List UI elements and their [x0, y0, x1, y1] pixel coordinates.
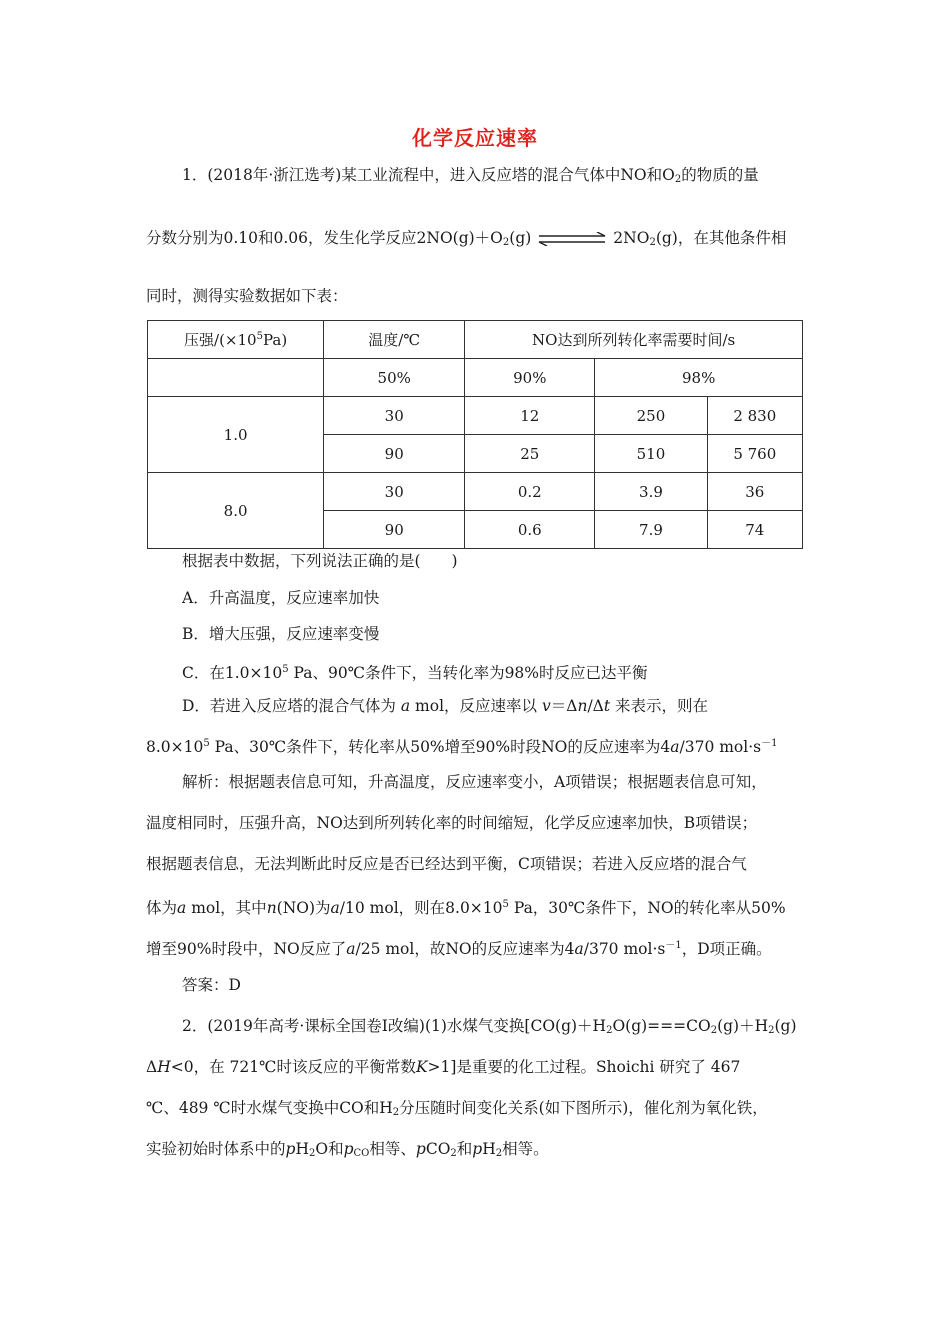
header-temperature: 温度/℃ [324, 321, 465, 359]
explanation-line4: 体为a mol，其中n(NO)为a/10 mol，则在$8.0\times 10^5$ Pa，30℃条件下，NO的转化率从50% [146, 899, 786, 917]
table-cell: 30 [324, 473, 465, 511]
header-pressure: 压强$/(\times 10^5Pa)$ [148, 321, 324, 359]
table-cell: 36 [707, 473, 802, 511]
explanation-line3: 根据题表信息，无法判断此时反应是否已经达到平衡，C项错误；若进入反应塔的混合气 [146, 855, 747, 873]
table-cell: 74 [707, 511, 802, 549]
header-time: NO达到所列转化率需要时间/s [465, 321, 803, 359]
q1-stem: 根据表中数据，下列说法正确的是( ) [182, 552, 458, 570]
explanation-line1: 解析：根据题表信息可知，升高温度，反应速率变小，A项错误；根据题表信息可知， [182, 773, 767, 791]
pct-98: 98% [595, 359, 803, 397]
option-c: C．在$1.0\times 10^5$ Pa、90℃条件下，当转化率为98%时反应已达平衡 [182, 664, 648, 682]
table-cell: 7.9 [595, 511, 707, 549]
table-cell: 0.6 [465, 511, 595, 549]
table-cell: 510 [595, 435, 707, 473]
table-row [148, 397, 803, 435]
answer: 答案：D [182, 976, 241, 994]
pressure-1: 1.0 [148, 397, 324, 473]
q2-line1: 2．(2019年高考·课标全国卷Ⅰ改编)(1)水煤气变换[$CO(g)+H_2O(g)===CO_2(g)+H_2(g)$ [182, 1017, 797, 1036]
table-cell: 25 [465, 435, 595, 473]
option-d: D．若进入反应塔的混合气体为 a mol，反应速率以 v＝Δn/Δt 来表示，则在 [182, 697, 709, 715]
option-a: A．升高温度，反应速率加快 [182, 589, 380, 607]
table-cell: 2 830 [707, 397, 802, 435]
pct-90: 90% [465, 359, 595, 397]
table-cell: 250 [595, 397, 707, 435]
option-b: B．增大压强，反应速率变慢 [182, 625, 380, 643]
q2-line4: 实验初始时体系中的$pH_2O$和$p_{CO}$相等、pCO$_2$和$pH_2$相等。 [146, 1140, 549, 1159]
table-header-row [148, 321, 803, 359]
pct-50: 50% [324, 359, 465, 397]
experiment-table [147, 320, 803, 549]
q2-line3: ℃、489 ℃时水煤气变换中CO和$H_2$分压随时间变化关系(如下图所示)，催化剂为氧化铁， [146, 1099, 768, 1118]
table-cell: 30 [324, 397, 465, 435]
table-cell: 5 760 [707, 435, 802, 473]
table-cell: 90 [324, 511, 465, 549]
explanation-line2: 温度相同时，压强升高，NO达到所列转化率的时间缩短，化学反应速率加快，B项错误； [146, 814, 758, 832]
q2-line2: ΔH<0，在 721℃时该反应的平衡常数K>1]是重要的化工过程。Shoichi 研究了 467 [146, 1058, 741, 1076]
equilibrium-arrow-icon [537, 232, 607, 246]
pressure-2: 8.0 [148, 473, 324, 549]
page-title: 化学反应速率 [412, 126, 538, 150]
table-cell: 90 [324, 435, 465, 473]
explanation-line5: 增至90%时段中，NO反应了a/25 mol，故NO的反应速率为4a/370 $mol\cdot s^{-1}$，D项正确。 [146, 940, 772, 958]
table-row [148, 473, 803, 511]
table-cell: 0.2 [465, 473, 595, 511]
table-row [148, 359, 803, 397]
q1-line1: 1．(2018年·浙江选考)某工业流程中，进入反应塔的混合气体中NO和$O_2$的物质的量 [182, 166, 759, 185]
q1-line3: 同时，测得实验数据如下表： [146, 287, 348, 305]
table-cell: 12 [465, 397, 595, 435]
option-d-cont: $8.0\times 10^5$ Pa、30℃条件下，转化率从50%增至90%时段NO的反应速率为4a/370 $mol\cdot s^{-1}$ [146, 738, 778, 756]
table-cell: 3.9 [595, 473, 707, 511]
q1-line2: 分数分别为0.10和0.06，发生化学反应$2NO(g)+O_2(g)$ $2NO_2(g)$，在其他条件相 [146, 229, 787, 248]
